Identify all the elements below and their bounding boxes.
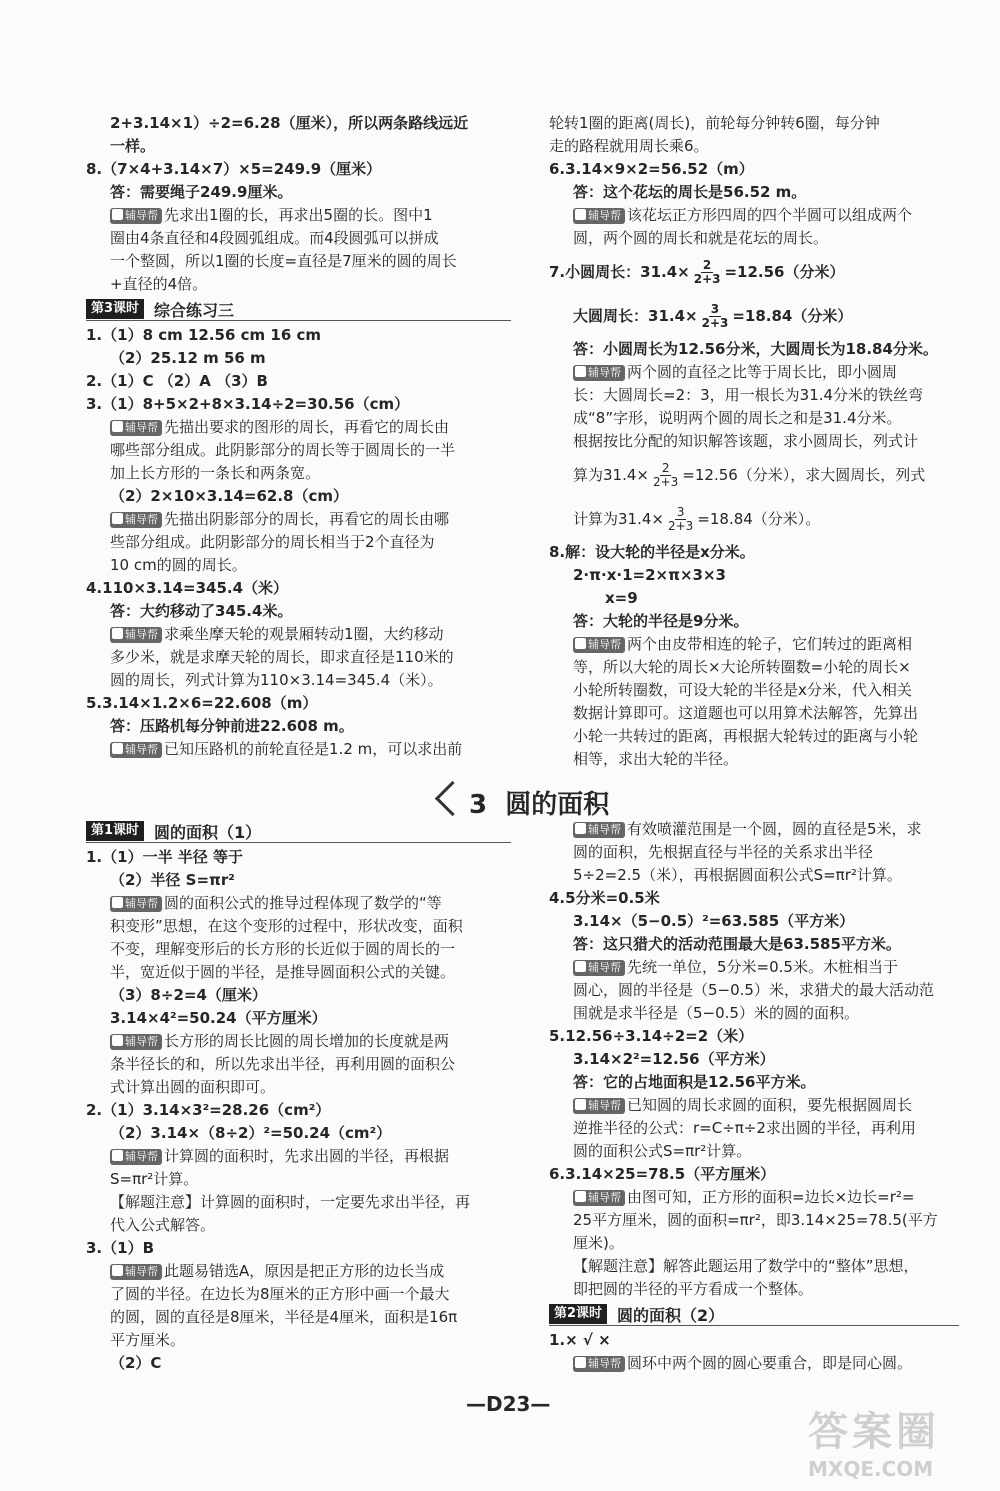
calc-big-line bbox=[549, 497, 959, 541]
line-text: 成“8”字形，说明两个圆的周长之和是31.4分米。 bbox=[573, 409, 902, 427]
tip-label: 辅导帮 bbox=[125, 1035, 158, 1048]
formula-text: =12.56（分米），求大圆周长，列式 bbox=[682, 466, 926, 484]
line-text: 长方形的周长比圆的周长增加的长度就是两 bbox=[164, 1032, 450, 1050]
helper-icon bbox=[112, 421, 123, 432]
text-line bbox=[86, 846, 511, 869]
text-line bbox=[86, 485, 511, 508]
line-text: 圆心，圆的半径是（5−0.5）米，求猎犬的最大活动范 bbox=[573, 981, 934, 999]
text-line bbox=[549, 181, 959, 204]
line-text: 厘米)。 bbox=[573, 1234, 624, 1252]
text-line bbox=[86, 135, 511, 158]
text-line bbox=[86, 1030, 511, 1053]
left-bottom-block bbox=[86, 846, 511, 1375]
text-line bbox=[549, 227, 959, 250]
text-line bbox=[86, 715, 511, 738]
helper-icon bbox=[575, 1191, 586, 1202]
chevron-left-icon bbox=[435, 781, 470, 816]
watermark bbox=[808, 1400, 988, 1480]
line-text: 不变，理解变形后的长方形的长近似于圆的周长的一 bbox=[110, 940, 456, 958]
line-text: 圆，两个圆的周长和就是花坛的周长。 bbox=[573, 229, 829, 247]
text-line bbox=[86, 1122, 511, 1145]
tip-label: 辅导帮 bbox=[588, 1191, 621, 1204]
text-line bbox=[86, 1283, 511, 1306]
line-text: 代入公式解答。 bbox=[110, 1216, 216, 1234]
fraction-numerator: 2 bbox=[702, 258, 712, 272]
line-text: （3）8÷2=4（厘米） bbox=[110, 986, 267, 1004]
q7-big-circle-line bbox=[549, 294, 959, 338]
text-line bbox=[86, 250, 511, 273]
line-text: S=πr²计算。 bbox=[110, 1170, 199, 1188]
line-text: 相等，求出大轮的半径。 bbox=[573, 750, 739, 768]
line-text: 一样。 bbox=[110, 137, 156, 155]
line-text: 答：小圆周长为12.56分米，大圆周长为18.84分米。 bbox=[573, 340, 938, 358]
tip-badge bbox=[573, 1190, 625, 1206]
helper-icon bbox=[112, 513, 123, 524]
tip-badge bbox=[110, 420, 162, 436]
fraction-denominator: 2+3 bbox=[652, 475, 679, 489]
tip-badge bbox=[573, 822, 625, 838]
tip-badge bbox=[110, 1034, 162, 1050]
line-text: 两个圆的直径之比等于周长比，即小圆周 bbox=[627, 363, 898, 381]
formula-text: 算为31.4× bbox=[573, 466, 649, 484]
line-text: 3.（1）B bbox=[86, 1239, 155, 1257]
text-line bbox=[549, 407, 959, 430]
line-text: 5÷2=2.5（米），再根据圆面积公式S=πr²计算。 bbox=[573, 866, 902, 884]
fraction bbox=[692, 259, 723, 286]
text-line bbox=[549, 933, 959, 956]
line-text: （2）C bbox=[110, 1354, 162, 1372]
text-line bbox=[549, 1232, 959, 1255]
text-line bbox=[86, 554, 511, 577]
line-text: 6.3.14×25=78.5（平方厘米） bbox=[549, 1165, 776, 1183]
line-text: 圈由4条直径和4段圆弧组成。而4段圆弧可以拼成 bbox=[110, 229, 439, 247]
line-text: 平方厘米。 bbox=[110, 1331, 186, 1349]
text-line bbox=[86, 531, 511, 554]
text-line bbox=[86, 915, 511, 938]
helper-icon bbox=[575, 1099, 586, 1110]
lesson-header-1 bbox=[86, 820, 511, 843]
tip-badge bbox=[573, 637, 625, 653]
line-text: （2）25.12 m 56 m bbox=[110, 349, 266, 367]
line-text: 已知圆的周长求圆的面积，要先根据圆周长 bbox=[627, 1096, 913, 1114]
lesson-header-3 bbox=[86, 298, 511, 321]
text-line bbox=[86, 181, 511, 204]
line-text: 4.5分米=0.5米 bbox=[549, 889, 660, 907]
line-text: 答：它的占地面积是12.56平方米。 bbox=[573, 1073, 816, 1091]
line-text: 5.12.56÷3.14÷2=2（米） bbox=[549, 1027, 754, 1045]
text-line bbox=[86, 462, 511, 485]
text-line bbox=[86, 204, 511, 227]
line-text: 根据按比分配的知识解答该题，求小圆周长，列式计 bbox=[573, 432, 919, 450]
text-line bbox=[86, 1329, 511, 1352]
tip-label: 辅导帮 bbox=[125, 513, 158, 526]
text-line bbox=[86, 112, 511, 135]
text-line bbox=[86, 738, 511, 761]
unit-title: 圆的面积 bbox=[505, 790, 610, 820]
formula-text: =18.84（分米）。 bbox=[697, 510, 821, 528]
tip-label: 辅导帮 bbox=[588, 638, 621, 651]
tip-badge bbox=[573, 208, 625, 224]
helper-icon bbox=[112, 209, 123, 220]
line-text: 些部分组成。此阴影部分的周长相当于2个直径为 bbox=[110, 533, 435, 551]
text-line bbox=[549, 610, 959, 633]
right-bottom-end-block bbox=[549, 1329, 959, 1375]
text-line bbox=[549, 384, 959, 407]
text-line bbox=[86, 869, 511, 892]
right-top-block-b bbox=[549, 338, 959, 453]
text-line bbox=[86, 439, 511, 462]
text-line bbox=[549, 338, 959, 361]
line-text: 有效喷灌范围是一个圆，圆的直径是5米，求 bbox=[627, 820, 922, 838]
line-text: 多少米，就是求摩天轮的周长，即求直径是110米的 bbox=[110, 648, 454, 666]
unit-heading bbox=[440, 784, 609, 821]
text-line bbox=[549, 864, 959, 887]
tip-label: 辅导帮 bbox=[125, 421, 158, 434]
line-text: 加上长方形的一条长和两条宽。 bbox=[110, 464, 321, 482]
line-text: 先统一单位，5分米=0.5米。木桩相当于 bbox=[627, 958, 898, 976]
text-line bbox=[86, 669, 511, 692]
text-line bbox=[549, 656, 959, 679]
fraction-denominator: 2+3 bbox=[667, 519, 694, 533]
line-text: 6.3.14×9×2=56.52（m） bbox=[549, 160, 754, 178]
text-line bbox=[549, 158, 959, 181]
left-top-block bbox=[86, 112, 511, 296]
q7-small-circle-line bbox=[549, 250, 959, 294]
formula-text: =18.84（分米） bbox=[732, 307, 853, 325]
helper-icon bbox=[112, 743, 123, 754]
text-line bbox=[549, 1048, 959, 1071]
left-mid-block bbox=[86, 324, 511, 761]
text-line bbox=[549, 1329, 959, 1352]
text-line bbox=[549, 1002, 959, 1025]
tip-label: 辅导帮 bbox=[125, 743, 158, 756]
fraction-numerator: 3 bbox=[676, 505, 685, 519]
text-line bbox=[549, 818, 959, 841]
formula-text: =12.56（分米） bbox=[724, 263, 845, 281]
line-text: 圆的面积公式的推导过程体现了数学的“等 bbox=[164, 894, 442, 912]
text-line bbox=[86, 1099, 511, 1122]
left-column-bottom bbox=[86, 818, 511, 1375]
tip-label: 辅导帮 bbox=[125, 209, 158, 222]
line-text: 长：大圆周长=2：3，用一根长为31.4分米的铁丝弯 bbox=[573, 386, 924, 404]
text-line bbox=[549, 112, 959, 135]
text-line bbox=[549, 564, 959, 587]
line-text: 8.解：设大轮的半径是x分米。 bbox=[549, 543, 755, 561]
helper-icon bbox=[112, 1265, 123, 1276]
line-text: 走的路程就用周长乘6。 bbox=[549, 137, 709, 155]
lesson-title: 圆的面积（1） bbox=[154, 822, 262, 842]
line-text: 哪些部分组成。此阴影部分的周长等于圆周长的一半 bbox=[110, 441, 456, 459]
tip-badge bbox=[110, 627, 162, 643]
fraction-numerator: 3 bbox=[710, 302, 720, 316]
line-text: 1.× √ × bbox=[549, 1331, 611, 1349]
tip-badge bbox=[110, 1149, 162, 1165]
fraction-denominator: 2+3 bbox=[693, 272, 721, 286]
text-line bbox=[86, 158, 511, 181]
line-text: 8.（7×4+3.14×7）×5=249.9（厘米） bbox=[86, 160, 382, 178]
text-line bbox=[86, 961, 511, 984]
line-text: 圆的面积，先根据直径与半径的关系求出半径 bbox=[573, 843, 874, 861]
tip-badge bbox=[110, 208, 162, 224]
text-line bbox=[86, 370, 511, 393]
line-text: 4.110×3.14=345.4（米） bbox=[86, 579, 289, 597]
tip-label: 辅导帮 bbox=[125, 1150, 158, 1163]
line-text: 【解题注意】计算圆的面积时，一定要先求出半径，再 bbox=[110, 1193, 471, 1211]
line-text: 数据计算即可。这道题也可以用算术法解答，先算出 bbox=[573, 704, 919, 722]
line-text: 3.14×（5−0.5）²=63.585（平方米） bbox=[573, 912, 855, 930]
fraction bbox=[666, 506, 695, 533]
line-text: 答：大约移动了345.4米。 bbox=[110, 602, 293, 620]
line-text: 先描出要求的图形的周长，再看它的周长由 bbox=[164, 418, 450, 436]
text-line bbox=[549, 748, 959, 771]
watermark-text: 答案圈 bbox=[808, 1409, 940, 1455]
line-text: 等，所以大轮的周长×大论所转圈数=小轮的周长× bbox=[573, 658, 911, 676]
right-bottom-block bbox=[549, 818, 959, 1301]
line-text: 2·π·x·1=2×π×3×3 bbox=[573, 566, 726, 584]
unit-number: 3 bbox=[469, 790, 488, 820]
text-line bbox=[86, 1352, 511, 1375]
line-text: 圆的周长，列式计算为110×3.14=345.4（米）。 bbox=[110, 671, 443, 689]
text-line bbox=[549, 1025, 959, 1048]
line-text: 1.（1）一半 半径 等于 bbox=[86, 848, 244, 866]
line-text: 逆推半径的公式：r=C÷π÷2求出圆的半径，再利用 bbox=[573, 1119, 916, 1137]
line-text: 式计算出圆的面积即可。 bbox=[110, 1078, 276, 1096]
helper-icon bbox=[575, 1357, 586, 1368]
text-line bbox=[549, 702, 959, 725]
tip-badge bbox=[573, 1098, 625, 1114]
right-top-block-c bbox=[549, 541, 959, 771]
text-line bbox=[549, 1352, 959, 1375]
lesson-title: 综合练习三 bbox=[154, 300, 235, 320]
text-line bbox=[86, 1260, 511, 1283]
tip-badge bbox=[110, 742, 162, 758]
text-line bbox=[549, 1186, 959, 1209]
text-line bbox=[549, 956, 959, 979]
tip-badge bbox=[110, 512, 162, 528]
text-line bbox=[549, 361, 959, 384]
helper-icon bbox=[575, 209, 586, 220]
text-line bbox=[549, 1163, 959, 1186]
tip-label: 辅导帮 bbox=[588, 366, 621, 379]
line-text: 半，宽近似于圆的半径，是推导圆面积公式的关键。 bbox=[110, 963, 456, 981]
line-text: 围就是求半径是（5−0.5）米的圆的面积。 bbox=[573, 1004, 859, 1022]
fraction bbox=[651, 462, 680, 489]
line-text: 由图可知，正方形的面积=边长×边长=r²= bbox=[627, 1188, 915, 1206]
text-line bbox=[549, 887, 959, 910]
line-text: x=9 bbox=[605, 589, 638, 607]
tip-label: 辅导帮 bbox=[588, 823, 621, 836]
text-line bbox=[86, 1168, 511, 1191]
helper-icon bbox=[112, 1035, 123, 1046]
fraction-denominator: 2+3 bbox=[701, 316, 729, 330]
line-text: +直径的4倍。 bbox=[110, 275, 208, 293]
line-text: （2）半径 S=πr² bbox=[110, 871, 235, 889]
tip-badge bbox=[110, 896, 162, 912]
right-top-block-a bbox=[549, 112, 959, 250]
helper-icon bbox=[112, 628, 123, 639]
line-text: 计算圆的面积时，先求出圆的半径，再根据 bbox=[164, 1147, 450, 1165]
text-line bbox=[86, 577, 511, 600]
text-line bbox=[549, 725, 959, 748]
helper-icon bbox=[575, 366, 586, 377]
line-text: 答：需要绳子249.9厘米。 bbox=[110, 183, 293, 201]
text-line bbox=[549, 679, 959, 702]
text-line bbox=[549, 1209, 959, 1232]
text-line bbox=[86, 1053, 511, 1076]
tip-label: 辅导帮 bbox=[588, 209, 621, 222]
text-line bbox=[86, 416, 511, 439]
line-text: 答：这只猎犬的活动范围最大是63.585平方米。 bbox=[573, 935, 901, 953]
line-text: 了圆的半径。在边长为8厘米的正方形中画一个最大 bbox=[110, 1285, 450, 1303]
line-text: 圆的面积公式S=πr²计算。 bbox=[573, 1142, 752, 1160]
tip-badge bbox=[573, 365, 625, 381]
watermark-url: MXQE.COM bbox=[808, 1457, 934, 1481]
text-line bbox=[86, 623, 511, 646]
tip-label: 辅导帮 bbox=[588, 1357, 621, 1370]
line-text: 3.14×2²=12.56（平方米） bbox=[573, 1050, 775, 1068]
tip-badge bbox=[573, 960, 625, 976]
text-line bbox=[549, 1140, 959, 1163]
line-text: （2）2×10×3.14=62.8（cm） bbox=[110, 487, 348, 505]
line-text: 圆环中两个圆的圆心要重合，即是同心圆。 bbox=[627, 1354, 913, 1372]
text-line bbox=[549, 979, 959, 1002]
left-column-top bbox=[86, 112, 511, 761]
text-line bbox=[86, 692, 511, 715]
lesson-header-2 bbox=[549, 1303, 959, 1326]
text-line bbox=[86, 273, 511, 296]
page-number: —D23— bbox=[466, 1392, 551, 1416]
calc-small-line bbox=[549, 453, 959, 497]
line-text: 2+3.14×1）÷2=6.28（厘米），所以两条路线远近 bbox=[110, 114, 469, 132]
helper-icon bbox=[575, 823, 586, 834]
line-text: 两个由皮带相连的轮子，它们转过的距离相 bbox=[627, 635, 913, 653]
text-line bbox=[549, 204, 959, 227]
line-text: 答：压路机每分钟前进22.608 m。 bbox=[110, 717, 354, 735]
tip-label: 辅导帮 bbox=[125, 1265, 158, 1278]
line-text: 2.（1）3.14×3²=28.26（cm²） bbox=[86, 1101, 331, 1119]
line-text: 小轮一共转过的距离，再根据大轮转过的距离与小轮 bbox=[573, 727, 919, 745]
text-line bbox=[86, 1306, 511, 1329]
lesson-tag: 第1课时 bbox=[86, 821, 144, 841]
text-line bbox=[86, 1191, 511, 1214]
helper-icon bbox=[575, 638, 586, 649]
text-line bbox=[549, 135, 959, 158]
text-line bbox=[549, 633, 959, 656]
right-column-top bbox=[549, 112, 959, 771]
line-text: 25平方厘米，圆的面积=πr²，即3.14×25=78.5(平方 bbox=[573, 1211, 938, 1229]
tip-label: 辅导帮 bbox=[588, 961, 621, 974]
line-text: 一个整圆，所以1圈的长度=直径是7厘米的圆的周长 bbox=[110, 252, 457, 270]
text-line bbox=[86, 508, 511, 531]
line-text: （2）3.14×（8÷2）²=50.24（cm²） bbox=[110, 1124, 392, 1142]
text-line bbox=[86, 938, 511, 961]
text-line bbox=[549, 1094, 959, 1117]
text-line bbox=[549, 1117, 959, 1140]
text-line bbox=[549, 430, 959, 453]
formula-text: 大圆周长：31.4× bbox=[573, 307, 698, 325]
lesson-tag: 第3课时 bbox=[86, 299, 144, 319]
text-line bbox=[549, 1278, 959, 1301]
text-line bbox=[86, 1007, 511, 1030]
line-text: 先求出1圈的长，再求出5圈的长。图中1 bbox=[164, 206, 433, 224]
right-column-bottom bbox=[549, 818, 959, 1375]
text-line bbox=[86, 1237, 511, 1260]
line-text: 轮转1圈的距离(周长)，前轮每分钟转6圈，每分钟 bbox=[549, 114, 880, 132]
text-line bbox=[86, 324, 511, 347]
tip-label: 辅导帮 bbox=[125, 628, 158, 641]
tip-label: 辅导帮 bbox=[125, 897, 158, 910]
line-text: 该花坛正方形四周的四个半圆可以组成两个 bbox=[627, 206, 913, 224]
text-line bbox=[549, 541, 959, 564]
text-line bbox=[549, 841, 959, 864]
tip-label: 辅导帮 bbox=[588, 1099, 621, 1112]
line-text: 3.14×4²=50.24（平方厘米） bbox=[110, 1009, 327, 1027]
line-text: 答：这个花坛的周长是56.52 m。 bbox=[573, 183, 807, 201]
tip-badge bbox=[573, 1356, 625, 1372]
line-text: 已知压路机的前轮直径是1.2 m，可以求出前 bbox=[164, 740, 463, 758]
line-text: 5.3.14×1.2×6=22.608（m） bbox=[86, 694, 318, 712]
line-text: 即把圆的半径的平方看成一个整体。 bbox=[573, 1280, 814, 1298]
line-text: 积变形”思想，在这个变形的过程中，形状改变，面积 bbox=[110, 917, 463, 935]
text-line bbox=[549, 910, 959, 933]
line-text: 的圆，圆的直径是8厘米，半径是4厘米，面积是16π bbox=[110, 1308, 458, 1326]
line-text: 条半径长的和，所以先求出半径，再利用圆的面积公 bbox=[110, 1055, 456, 1073]
helper-icon bbox=[112, 1150, 123, 1161]
line-text: 答：大轮的半径是9分米。 bbox=[573, 612, 749, 630]
text-line bbox=[86, 1214, 511, 1237]
text-line bbox=[549, 1255, 959, 1278]
line-text: 1.（1）8 cm 12.56 cm 16 cm bbox=[86, 326, 322, 344]
line-text: 小轮所转圈数，可设大轮的半径是x分米，代入相关 bbox=[573, 681, 912, 699]
text-line bbox=[549, 587, 959, 610]
text-line bbox=[86, 892, 511, 915]
fraction bbox=[700, 303, 731, 330]
text-line bbox=[86, 347, 511, 370]
line-text: 10 cm的圆的周长。 bbox=[110, 556, 247, 574]
line-text: 【解题注意】解答此题运用了数学中的“整体”思想， bbox=[573, 1257, 919, 1275]
formula-text: 7.小圆周长：31.4× bbox=[549, 263, 690, 281]
line-text: 2.（1）C （2）A （3）B bbox=[86, 372, 268, 390]
text-line bbox=[86, 393, 511, 416]
tip-badge bbox=[110, 1264, 162, 1280]
text-line bbox=[86, 984, 511, 1007]
lesson-title: 圆的面积（2） bbox=[617, 1305, 725, 1325]
helper-icon bbox=[112, 897, 123, 908]
text-line bbox=[86, 600, 511, 623]
text-line bbox=[86, 227, 511, 250]
helper-icon bbox=[575, 961, 586, 972]
lesson-tag: 第2课时 bbox=[549, 1304, 607, 1324]
text-line bbox=[86, 1145, 511, 1168]
fraction-numerator: 2 bbox=[661, 461, 670, 475]
line-text: 先描出阴影部分的周长，再看它的周长由哪 bbox=[164, 510, 450, 528]
text-line bbox=[549, 1071, 959, 1094]
formula-text: 计算为31.4× bbox=[573, 510, 664, 528]
line-text: 3.（1）8+5×2+8×3.14÷2=30.56（cm） bbox=[86, 395, 410, 413]
line-text: 求乘坐摩天轮的观景厢转动1圈，大约移动 bbox=[164, 625, 444, 643]
text-line bbox=[86, 646, 511, 669]
text-line bbox=[86, 1076, 511, 1099]
line-text: 此题易错选A，原因是把正方形的边长当成 bbox=[164, 1262, 445, 1280]
